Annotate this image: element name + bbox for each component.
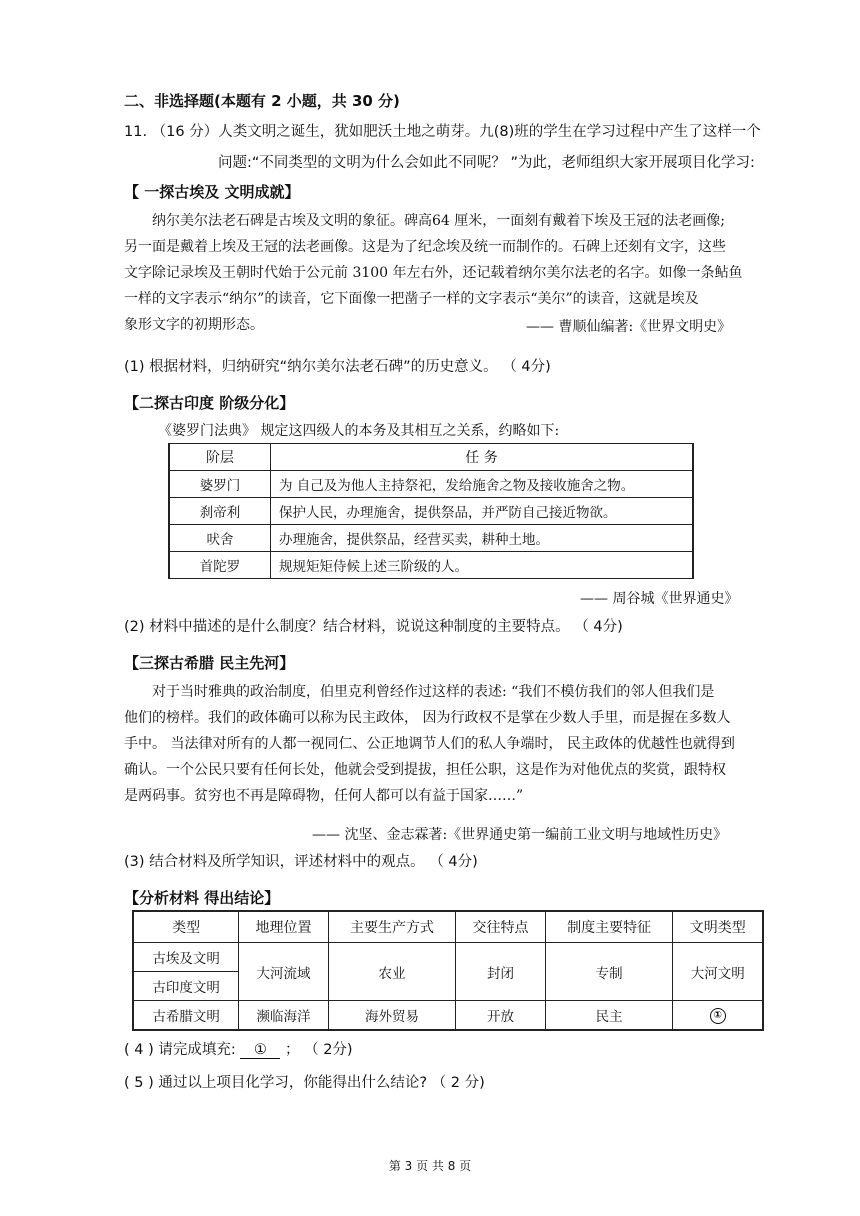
civilization-cell xyxy=(673,1001,763,1031)
table-row xyxy=(133,943,763,972)
part3-heading: 【三探古希腊 民主先河】 xyxy=(124,654,295,672)
part1-heading: 【 一探古埃及 文明成就】 xyxy=(124,183,300,201)
table-header-cell: 阶层 xyxy=(169,444,271,471)
table-header-row xyxy=(133,911,763,943)
caste-duty: 为 自己及为他人主持祭祀，发给施舍之物及接收施舍之物。 xyxy=(271,471,694,498)
q11-line2: 问题:“不同类型的文明为什么会如此不同呢？ ”为此，老师组织大家开展项目化学习: xyxy=(218,155,755,171)
geo-cell: 大河流域 xyxy=(239,943,328,1001)
table-header-cell: 交往特点 xyxy=(456,911,545,943)
q4-prefix: ( 4 ) 请完成填充: xyxy=(124,1042,236,1058)
part3-material-line: 他们的榜样。我们的政体确可以称为民主政体， 因为行政权不是掌在少数人手里，而是握在多数人 xyxy=(124,710,731,726)
table-row xyxy=(133,1001,763,1031)
table-row xyxy=(169,525,693,552)
part3-material-line: 手中。 当法律对所有的人都一视同仁、公正地调节人们的私人争端时， 民主政体的优越性也就得到 xyxy=(124,736,735,752)
caste-name: 婆罗门 xyxy=(169,471,271,498)
civilization-table xyxy=(132,910,764,1031)
part1-material-line: 另一面是戴着上埃及王冠的法老画像。这是为了纪念埃及统一而制作的。石碑上还刻有文字，这些 xyxy=(124,239,726,255)
section-title: 二、非选择题(本题有 2 小题，共 30 分) xyxy=(124,92,400,110)
part1-source: —— 曹顺仙编著:《世界文明史》 xyxy=(526,319,732,335)
part2-intro: 《婆罗门法典》 规定这四级人的本务及其相互之关系，约略如下: xyxy=(158,423,560,439)
table-header-cell: 任 务 xyxy=(271,444,694,471)
part1-material-line: 纳尔美尔法老石碑是古埃及文明的象征。碑高64 厘米，一面刻有戴着下埃及王冠的法老画像; xyxy=(152,213,725,229)
caste-duty: 保护人民，办理施舍，提供祭品，并严防自己接近物欲。 xyxy=(271,498,694,525)
part3-source: —— 沈坚、金志霖著:《世界通史第一编前工业文明与地域性历史》 xyxy=(312,827,728,843)
communication-cell: 开放 xyxy=(456,1001,545,1031)
table-row xyxy=(169,552,693,579)
system-cell: 民主 xyxy=(545,1001,673,1031)
table-header-cell: 主要生产方式 xyxy=(328,911,456,943)
part3-material-line: 确认。一个公民只要有任何长处，他就会受到提拔，担任公职，这是作为对他优点的奖赏，跟特权 xyxy=(124,762,726,778)
table-header-cell: 类型 xyxy=(133,911,239,943)
part3-material-line: 是两码事。贫穷也不再是障碍物，任何人都可以有益于国家……” xyxy=(124,788,524,804)
communication-cell: 封闭 xyxy=(456,943,545,1001)
page-footer: 第 3 页 共 8 页 xyxy=(388,1159,472,1173)
q4-blank: ① xyxy=(240,1042,280,1059)
civ-type-cell: 古希腊文明 xyxy=(133,1001,239,1031)
production-cell: 海外贸易 xyxy=(328,1001,456,1031)
q11-line1: 11. （16 分）人类文明之诞生，犹如肥沃土地之萌芽。九(8)班的学生在学习过程中产生了这样一个 xyxy=(124,124,761,140)
question-4 xyxy=(124,1038,353,1059)
caste-name: 首陀罗 xyxy=(169,552,271,579)
question-5: ( 5 ) 通过以上项目化学习，你能得出什么结论? （ 2 分) xyxy=(124,1075,485,1091)
part4-heading: 【分析材料 得出结论】 xyxy=(124,889,280,907)
part3-material xyxy=(124,679,764,809)
circled-one-marker: ① xyxy=(710,1008,726,1024)
system-cell: 专制 xyxy=(545,943,673,1001)
caste-name: 刹帝利 xyxy=(169,498,271,525)
caste-duty: 办理施舍，提供祭品，经营买卖，耕种土地。 xyxy=(271,525,694,552)
part1-material-line: 文字除记录埃及王朝时代始于公元前 3100 年左右外，还记载着纳尔美尔法老的名字。如像一条鲇鱼 xyxy=(124,265,743,281)
caste-duty: 规规矩矩侍候上述三阶级的人。 xyxy=(271,552,694,579)
table-header-cell: 制度主要特征 xyxy=(545,911,673,943)
table-row xyxy=(169,498,693,525)
civ-type-cell: 古埃及文明 xyxy=(133,943,239,972)
part1-material-line: 象形文字的初期形态。 xyxy=(124,317,264,333)
part3-material-line: 对于当时雅典的政治制度，伯里克利曾经作过这样的表述: “我们不模仿我们的邻人但我们是 xyxy=(152,684,715,700)
q4-suffix: ； （ 2分) xyxy=(284,1042,353,1058)
caste-table xyxy=(168,443,694,579)
civilization-cell: 大河文明 xyxy=(673,943,763,1001)
part2-source: —— 周谷城《世界通史》 xyxy=(580,591,739,607)
table-header-cell: 文明类型 xyxy=(673,911,763,943)
part1-material-line: 一样的文字表示“纳尔”的读音，它下面像一把凿子一样的文字表示“美尔”的读音，这就是埃及 xyxy=(124,291,699,307)
geo-cell: 濒临海洋 xyxy=(239,1001,328,1031)
question-3: (3) 结合材料及所学知识，评述材料中的观点。 （ 4分) xyxy=(124,854,478,870)
table-row xyxy=(169,471,693,498)
civ-type-cell: 古印度文明 xyxy=(133,972,239,1001)
table-header-row xyxy=(169,444,693,471)
caste-name: 吠舍 xyxy=(169,525,271,552)
question-2: (2) 材料中描述的是什么制度？结合材料，说说这种制度的主要特点。 （ 4分) xyxy=(124,619,623,635)
part2-heading: 【二探古印度 阶级分化】 xyxy=(124,394,295,412)
question-1: (1) 根据材料，归纳研究“纳尔美尔法老石碑”的历史意义。 （ 4分) xyxy=(124,359,551,375)
production-cell: 农业 xyxy=(328,943,456,1001)
table-header-cell: 地理位置 xyxy=(239,911,328,943)
